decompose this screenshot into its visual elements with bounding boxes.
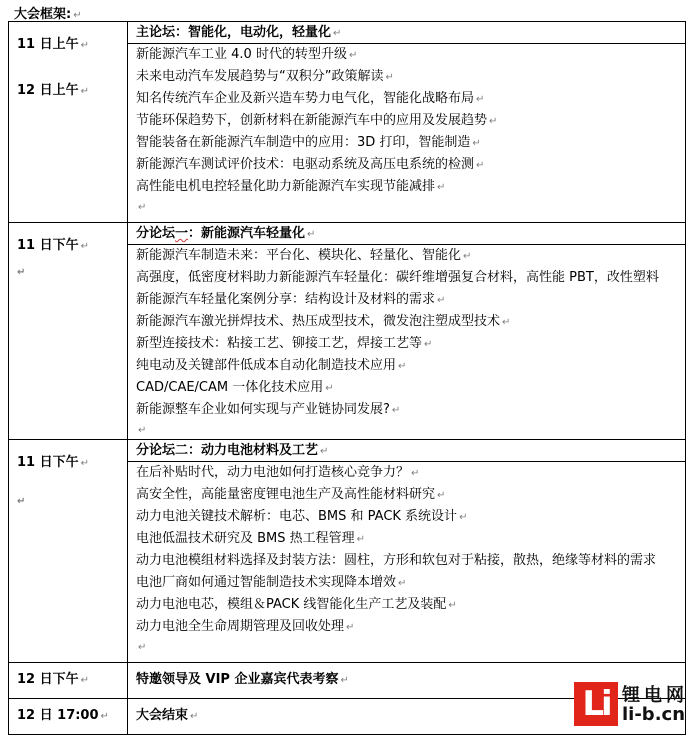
- session-item: 电池厂商如何通过智能制造技术实现降本增效 ↵: [136, 575, 407, 590]
- session-item: 电池低温技术研究及 BMS 热工程管理 ↵: [136, 531, 366, 546]
- session-item: 新能源汽车测试评价技术：电驱动系统及高压电系统的检测 ↵: [136, 157, 485, 172]
- session-item: 纯电动及关键部件低成本自动化制造技术应用 ↵: [136, 358, 407, 373]
- time-label: 11 日上午 ↵: [17, 37, 90, 52]
- time-cell: [9, 22, 128, 223]
- logo-mark: Li: [574, 682, 618, 726]
- time-label: 11 日下午 ↵: [17, 455, 90, 470]
- session-item: 新型连接技术：粘接工艺、铆接工艺，焊接工艺等 ↵: [136, 336, 433, 351]
- session-title: 分论坛一：新能源汽车轻量化 ↵: [128, 223, 685, 245]
- session-item: 高性能电机电控轻量化助力新能源汽车实现节能减排 ↵: [136, 179, 446, 194]
- session-item: 动力电池模组材料选择及封装方法：圆柱，方形和软包对于粘接，散热，绝缘等材料的需求: [136, 553, 657, 568]
- session-item: 动力电池全生命周期管理及回收处理 ↵: [136, 619, 355, 634]
- logo-name: 锂电网: [622, 685, 688, 706]
- session-item: 知名传统汽车企业及新兴造车势力电气化，智能化战略布局 ↵: [136, 91, 485, 106]
- agenda-heading: 大会框架: ↵: [14, 7, 82, 22]
- session-title: 主论坛：智能化，电动化，轻量化 ↵: [128, 22, 685, 44]
- session-item: 新能源整车企业如何实现与产业链协同发展? ↵: [136, 402, 401, 417]
- session-title: 特邀领导及 VIP 企业嘉宾代表考察 ↵: [136, 672, 349, 687]
- session-title: 大会结束 ↵: [136, 708, 199, 723]
- session-item: 新能源汽车制造未来：平台化、模块化、轻量化、智能化 ↵: [136, 248, 472, 263]
- site-logo: [574, 680, 692, 730]
- time-label: 12 日 17:00 ↵: [9, 699, 128, 735]
- agenda-block-main-forum: [9, 22, 686, 223]
- agenda-block-forum-two: [9, 440, 686, 663]
- session-item: 高强度，低密度材料助力新能源汽车轻量化：碳纤维增强复合材料，高性能 PBT，改性塑料: [136, 270, 659, 285]
- session-item: 节能环保趋势下，创新材料在新能源汽车中的应用及发展趋势 ↵: [136, 113, 498, 128]
- session-item: 未来电动汽车发展趋势与“双积分”政策解读 ↵: [136, 69, 394, 84]
- blank-line: ↵: [138, 202, 147, 213]
- session-cell: [128, 223, 686, 440]
- agenda-block-forum-one: [9, 223, 686, 440]
- blank-line: ↵: [138, 642, 147, 653]
- logo-url: li-b.cn: [622, 704, 686, 725]
- session-item: 在后补贴时代，动力电池如何打造核心竞争力？ ↵: [136, 465, 420, 480]
- session-item: 动力电池关键技术解析：电芯、BMS 和 PACK 系统设计 ↵: [136, 509, 468, 524]
- session-item: 动力电池电芯，模组＆PACK 线智能化生产工艺及装配 ↵: [136, 597, 457, 612]
- agenda-table: [8, 21, 686, 735]
- session-cell: [128, 22, 686, 223]
- session-item: 高安全性，高能量密度锂电池生产及高性能材料研究 ↵: [136, 487, 446, 502]
- time-cell: 11 日下午 ↵ ↵: [9, 440, 128, 663]
- time-label: 11 日下午 ↵: [17, 238, 90, 253]
- session-item: 新能源汽车工业 4.0 时代的转型升级 ↵: [136, 47, 358, 62]
- session-item: 新能源汽车轻量化案例分享：结构设计及材料的需求 ↵: [136, 292, 446, 307]
- time-cell: 11 日下午 ↵ ↵: [9, 223, 128, 440]
- session-item: 智能装备在新能源汽车制造中的应用：3D 打印，智能制造 ↵: [136, 135, 481, 150]
- session-item: 新能源汽车激光拼焊技术、热压成型技术，微发泡注塑成型技术 ↵: [136, 314, 511, 329]
- time-label: 12 日下午 ↵: [9, 663, 128, 699]
- time-label: 12 日上午 ↵: [17, 83, 90, 98]
- session-item: CAD/CAE/CAM 一体化技术应用 ↵: [136, 380, 334, 395]
- session-cell: [128, 440, 686, 663]
- session-title: 分论坛二：动力电池材料及工艺 ↵: [128, 440, 685, 462]
- blank-line: ↵: [138, 425, 147, 436]
